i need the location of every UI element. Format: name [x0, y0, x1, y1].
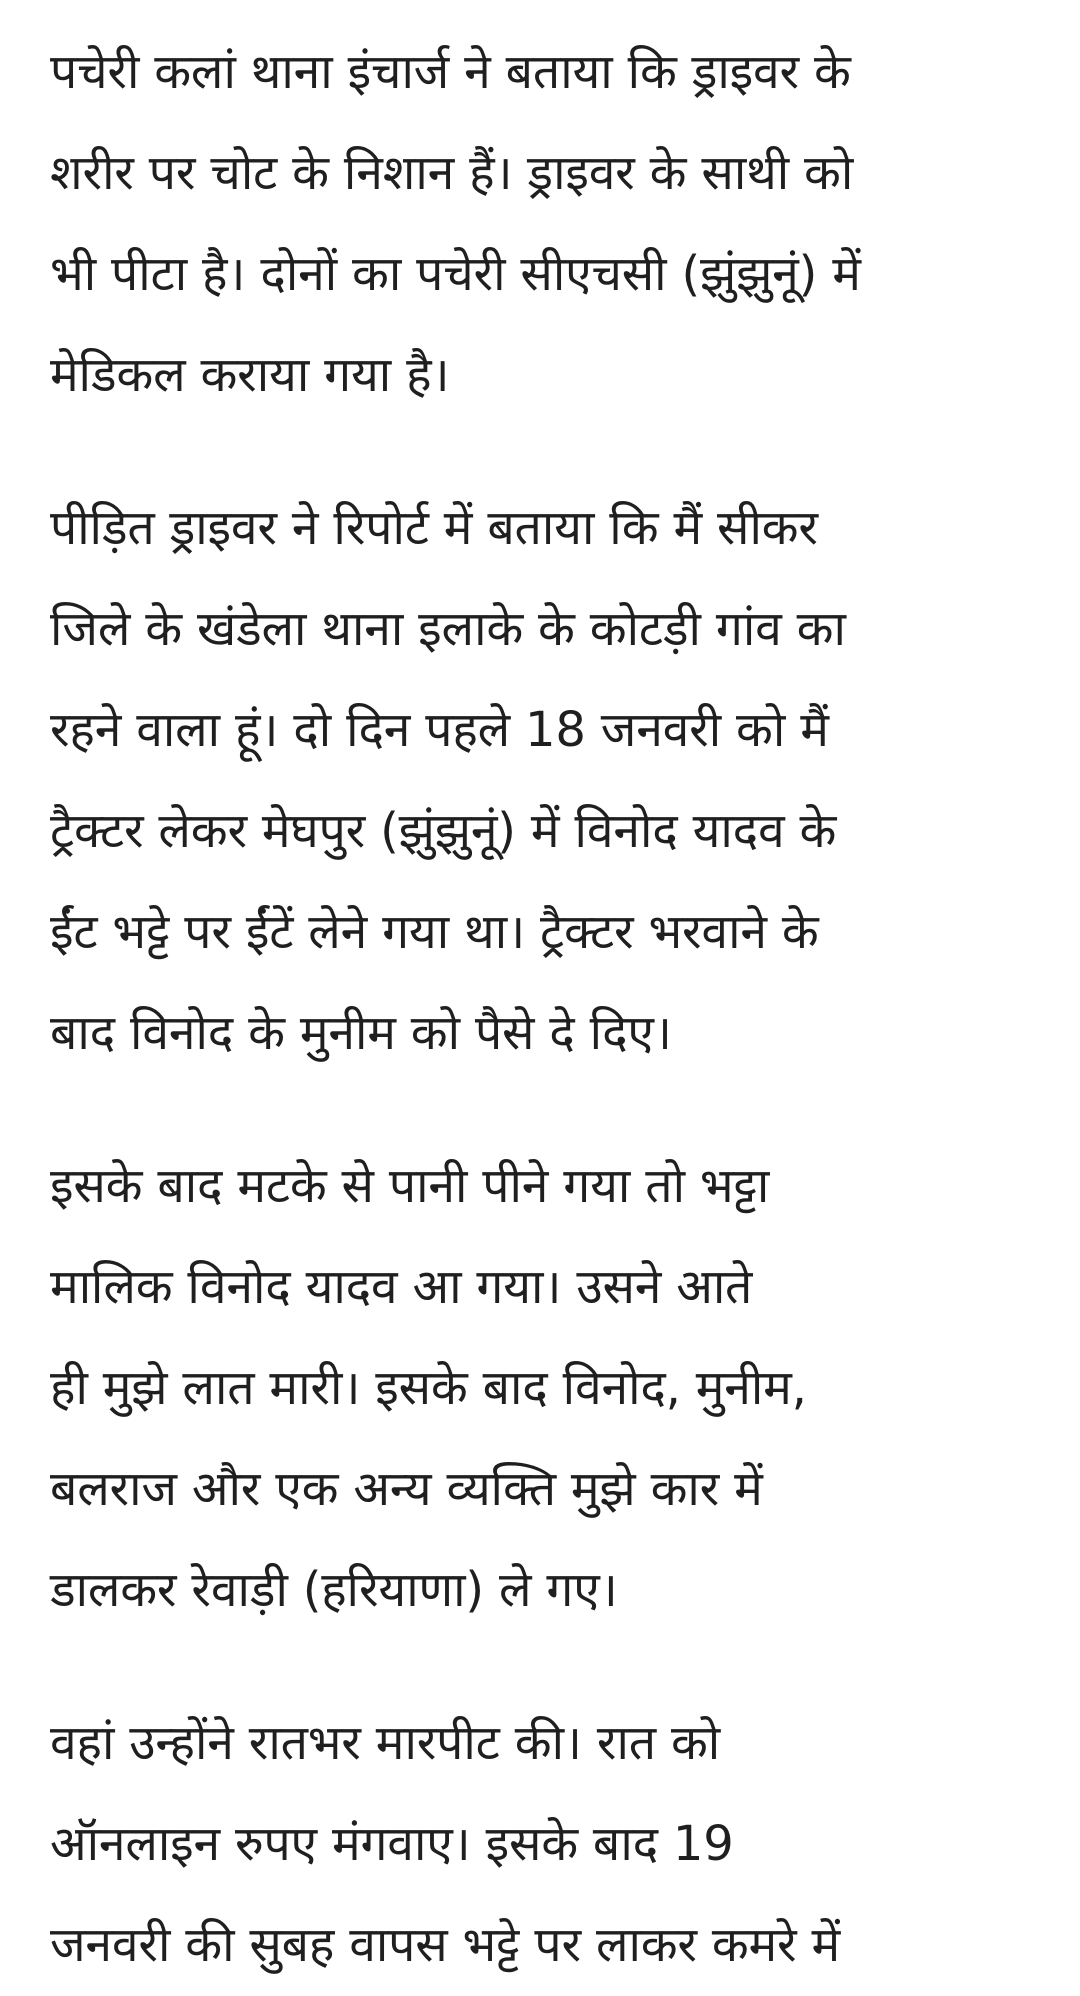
paragraph-line: ऑनलाइन रुपए मंगवाए। इसके बाद 19	[50, 1816, 734, 1872]
paragraph-line: पचेरी कलां थाना इंचार्ज ने बताया कि ड्राइवर के	[50, 44, 851, 100]
paragraph-line: वहां उन्होंने रातभर मारपीट की। रात को	[50, 1715, 721, 1771]
paragraph-line: शरीर पर चोट के निशान हैं। ड्राइवर के साथी को	[50, 145, 854, 201]
paragraph-line: ईंट भट्टे पर ईंटें लेने गया था। ट्रैक्टर भरवाने के	[50, 904, 819, 960]
paragraph-line: मालिक विनोद यादव आ गया। उसने आते	[50, 1259, 753, 1315]
paragraph-line: ही मुझे लात मारी। इसके बाद विनोद, मुनीम,	[50, 1360, 807, 1416]
paragraph-line: बलराज और एक अन्य व्यक्ति मुझे कार में	[50, 1461, 763, 1517]
paragraph-line: जनवरी की सुबह वापस भट्टे पर लाकर कमरे में	[50, 1917, 841, 1973]
paragraph-line: मेडिकल कराया गया है।	[50, 347, 450, 403]
paragraph-line: बाद विनोद के मुनीम को पैसे दे दिए।	[50, 1005, 672, 1061]
paragraph-line: पीड़ित ड्राइवर ने रिपोर्ट में बताया कि मैं सीकर	[50, 500, 818, 556]
paragraph-3	[50, 1136, 1040, 1641]
paragraph-1	[50, 22, 1040, 426]
paragraph-line: रहने वाला हूं। दो दिन पहले 18 जनवरी को मैं	[50, 702, 829, 758]
paragraph-line: डालकर रेवाड़ी (हरियाणा) ले गए।	[50, 1562, 618, 1618]
paragraph-line: जिले के खंडेला थाना इलाके के कोटड़ी गांव का	[50, 601, 846, 657]
paragraph-line: इसके बाद मटके से पानी पीने गया तो भट्टा	[50, 1158, 770, 1214]
paragraph-line: ट्रैक्टर लेकर मेघपुर (झुंझुनूं) में विनोद यादव के	[50, 803, 837, 859]
paragraph-4	[50, 1693, 1040, 1996]
paragraph-line: भी पीटा है। दोनों का पचेरी सीएचसी (झुंझुनूं) में	[50, 246, 861, 302]
paragraph-2	[50, 478, 1040, 1084]
